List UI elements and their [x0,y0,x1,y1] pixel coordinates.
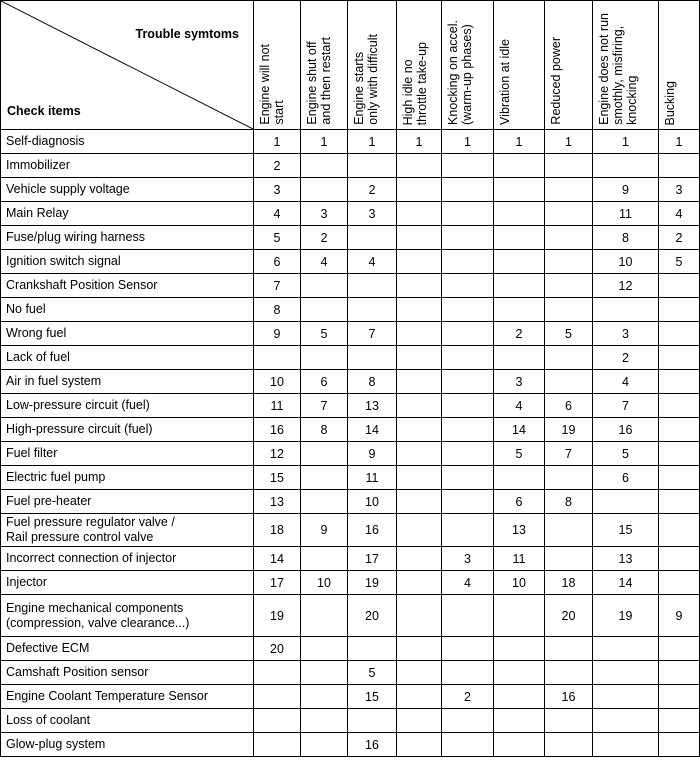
priority-cell [301,595,348,637]
priority-cell: 1 [494,130,545,154]
priority-cell [545,547,593,571]
priority-cell [442,442,494,466]
priority-cell [659,298,700,322]
table-row [1,466,700,490]
priority-cell [301,637,348,661]
priority-cell [659,466,700,490]
column-header: Bucking [659,1,700,130]
priority-cell: 7 [545,442,593,466]
priority-cell [301,178,348,202]
priority-cell: 5 [348,661,397,685]
priority-cell [494,250,545,274]
priority-cell: 7 [301,394,348,418]
priority-cell [545,637,593,661]
priority-cell: 16 [348,733,397,757]
priority-cell [397,298,442,322]
priority-cell [593,154,659,178]
priority-cell [301,547,348,571]
priority-cell [397,709,442,733]
check-item-cell: Fuel filter [1,442,254,466]
priority-cell [494,685,545,709]
table-row [1,547,700,571]
priority-cell [659,274,700,298]
priority-cell [442,733,494,757]
check-item-cell: Engine mechanical components (compression, valve clearance...) [1,595,254,637]
priority-cell [494,595,545,637]
priority-cell [494,637,545,661]
priority-cell [442,346,494,370]
priority-cell [659,322,700,346]
check-item-cell: Crankshaft Position Sensor [1,274,254,298]
priority-cell: 6 [254,250,301,274]
table-row [1,178,700,202]
priority-cell [397,346,442,370]
priority-cell [545,250,593,274]
priority-cell: 16 [593,418,659,442]
priority-cell [659,709,700,733]
priority-cell [254,661,301,685]
priority-cell: 4 [254,202,301,226]
priority-cell: 7 [348,322,397,346]
table-row [1,571,700,595]
check-item-cell: Fuel pressure regulator valve / Rail pressure control valve [1,514,254,547]
priority-cell [442,178,494,202]
priority-cell [397,370,442,394]
priority-cell [545,274,593,298]
priority-cell: 17 [254,571,301,595]
priority-cell [442,466,494,490]
priority-cell [442,154,494,178]
priority-cell [545,226,593,250]
priority-cell: 9 [348,442,397,466]
priority-cell [442,394,494,418]
priority-cell [494,733,545,757]
check-item-cell: Glow-plug system [1,733,254,757]
priority-cell [659,490,700,514]
priority-cell: 7 [254,274,301,298]
priority-cell [593,685,659,709]
priority-cell: 8 [301,418,348,442]
priority-cell: 5 [659,250,700,274]
priority-cell: 11 [348,466,397,490]
priority-cell [545,298,593,322]
priority-cell: 1 [593,130,659,154]
priority-cell [494,226,545,250]
priority-cell [301,154,348,178]
priority-cell: 19 [593,595,659,637]
priority-cell: 3 [593,322,659,346]
priority-cell [494,466,545,490]
priority-cell [545,733,593,757]
check-item-cell: Camshaft Position sensor [1,661,254,685]
priority-cell: 10 [348,490,397,514]
table-row [1,274,700,298]
priority-cell: 11 [593,202,659,226]
priority-cell: 4 [442,571,494,595]
priority-cell [397,322,442,346]
priority-cell: 16 [545,685,593,709]
priority-cell [348,346,397,370]
priority-cell [545,154,593,178]
priority-cell [348,637,397,661]
priority-cell [545,346,593,370]
priority-cell: 18 [545,571,593,595]
priority-cell [301,490,348,514]
priority-cell [494,709,545,733]
check-item-cell: Lack of fuel [1,346,254,370]
priority-cell: 6 [545,394,593,418]
priority-cell [254,685,301,709]
priority-cell: 17 [348,547,397,571]
check-item-cell: Low-pressure circuit (fuel) [1,394,254,418]
priority-cell: 2 [348,178,397,202]
table-row [1,250,700,274]
priority-cell [397,514,442,547]
table-row [1,595,700,637]
check-items-label: Check items [7,104,81,118]
priority-cell [593,298,659,322]
priority-cell: 1 [397,130,442,154]
priority-cell [254,709,301,733]
priority-cell: 3 [348,202,397,226]
priority-cell [659,514,700,547]
priority-cell: 8 [593,226,659,250]
priority-cell [397,595,442,637]
priority-cell: 3 [254,178,301,202]
table-row [1,709,700,733]
priority-cell [593,490,659,514]
priority-cell [545,466,593,490]
priority-cell [593,733,659,757]
priority-cell: 3 [659,178,700,202]
check-item-cell: Loss of coolant [1,709,254,733]
priority-cell: 19 [254,595,301,637]
check-item-cell: Fuel pre-heater [1,490,254,514]
priority-cell [442,709,494,733]
corner-header-cell [1,1,254,130]
priority-cell [254,346,301,370]
priority-cell: 19 [545,418,593,442]
check-item-cell: Electric fuel pump [1,466,254,490]
priority-cell [397,418,442,442]
priority-cell [397,571,442,595]
priority-cell: 1 [348,130,397,154]
priority-cell [397,490,442,514]
priority-cell [593,637,659,661]
table-row [1,661,700,685]
priority-cell: 13 [593,547,659,571]
priority-cell [659,685,700,709]
priority-cell: 15 [348,685,397,709]
priority-cell [659,370,700,394]
priority-cell: 13 [254,490,301,514]
priority-cell [301,442,348,466]
priority-cell: 1 [545,130,593,154]
priority-cell [397,547,442,571]
check-item-cell: Vehicle supply voltage [1,178,254,202]
priority-cell: 9 [254,322,301,346]
priority-cell: 5 [593,442,659,466]
priority-cell [659,154,700,178]
check-item-cell: Ignition switch signal [1,250,254,274]
priority-cell [397,250,442,274]
column-header: Engine will not start [254,1,301,130]
table-row [1,490,700,514]
priority-cell: 5 [545,322,593,346]
priority-cell [442,274,494,298]
priority-cell [397,466,442,490]
priority-cell: 8 [254,298,301,322]
priority-cell: 9 [301,514,348,547]
priority-cell [442,514,494,547]
priority-cell [397,442,442,466]
priority-cell [397,394,442,418]
priority-cell: 4 [494,394,545,418]
priority-cell: 2 [593,346,659,370]
priority-cell: 1 [659,130,700,154]
priority-cell: 15 [593,514,659,547]
priority-cell [494,178,545,202]
priority-cell [301,346,348,370]
priority-cell: 14 [254,547,301,571]
priority-cell [301,709,348,733]
priority-cell [254,733,301,757]
priority-cell: 20 [545,595,593,637]
priority-cell: 10 [494,571,545,595]
priority-cell [301,661,348,685]
priority-cell [442,370,494,394]
check-item-cell: Wrong fuel [1,322,254,346]
priority-cell: 2 [659,226,700,250]
priority-cell: 9 [659,595,700,637]
priority-cell [442,202,494,226]
priority-cell: 11 [254,394,301,418]
priority-cell: 20 [348,595,397,637]
priority-cell [593,661,659,685]
priority-cell [659,346,700,370]
priority-cell: 5 [301,322,348,346]
column-header: Engine starts only with difficult [348,1,397,130]
priority-cell [659,733,700,757]
priority-cell [348,298,397,322]
priority-cell [301,685,348,709]
column-header: Engine does not run smothly, misfiring, knocking [593,1,659,130]
priority-cell: 1 [442,130,494,154]
table-row [1,394,700,418]
check-item-cell: Engine Coolant Temperature Sensor [1,685,254,709]
table-row [1,442,700,466]
priority-cell: 3 [442,547,494,571]
priority-cell [494,154,545,178]
priority-cell [442,637,494,661]
table-body [1,130,700,757]
priority-cell: 3 [494,370,545,394]
priority-cell [494,298,545,322]
priority-cell: 9 [593,178,659,202]
priority-cell: 5 [494,442,545,466]
priority-cell: 7 [593,394,659,418]
priority-cell: 3 [301,202,348,226]
priority-cell: 6 [494,490,545,514]
priority-cell: 4 [301,250,348,274]
priority-cell [301,733,348,757]
priority-cell [494,661,545,685]
priority-cell [659,418,700,442]
priority-cell: 2 [254,154,301,178]
priority-cell [442,661,494,685]
table-row [1,733,700,757]
priority-cell [494,346,545,370]
priority-cell [494,202,545,226]
table-row [1,637,700,661]
priority-cell: 2 [494,322,545,346]
table-row [1,346,700,370]
column-header: Reduced power [545,1,593,130]
priority-cell: 10 [301,571,348,595]
priority-cell [659,394,700,418]
priority-cell [442,490,494,514]
table-row [1,322,700,346]
priority-cell [348,274,397,298]
priority-cell [545,370,593,394]
priority-cell [442,226,494,250]
priority-cell [659,661,700,685]
check-item-cell: Fuse/plug wiring harness [1,226,254,250]
priority-cell [545,202,593,226]
priority-cell [659,571,700,595]
priority-cell: 16 [348,514,397,547]
priority-cell [301,466,348,490]
check-item-cell: Injector [1,571,254,595]
priority-cell: 2 [442,685,494,709]
priority-cell [397,274,442,298]
priority-cell: 6 [593,466,659,490]
priority-cell: 2 [301,226,348,250]
priority-cell [301,274,348,298]
check-item-cell: Main Relay [1,202,254,226]
priority-cell [397,661,442,685]
check-item-cell: Self-diagnosis [1,130,254,154]
priority-cell [397,154,442,178]
priority-cell: 10 [254,370,301,394]
trouble-symptoms-label: Trouble symtoms [135,27,239,41]
priority-cell: 5 [254,226,301,250]
priority-cell: 6 [301,370,348,394]
table-row [1,685,700,709]
column-header: Knocking on accel. (warm-up phases) [442,1,494,130]
priority-cell [397,733,442,757]
priority-cell: 10 [593,250,659,274]
table-row [1,370,700,394]
priority-cell: 14 [348,418,397,442]
priority-cell: 18 [254,514,301,547]
table-row [1,418,700,442]
priority-cell: 16 [254,418,301,442]
priority-cell [659,442,700,466]
check-item-cell: No fuel [1,298,254,322]
priority-cell [545,661,593,685]
priority-cell: 19 [348,571,397,595]
priority-cell [442,298,494,322]
table-row [1,202,700,226]
column-header: Engine shut off and then restart [301,1,348,130]
priority-cell [348,709,397,733]
column-header: High idle no throttle take-up [397,1,442,130]
priority-cell [348,226,397,250]
table-row [1,154,700,178]
priority-cell: 14 [593,571,659,595]
table-header [1,1,700,130]
priority-cell [442,322,494,346]
check-item-cell: Air in fuel system [1,370,254,394]
priority-cell [545,514,593,547]
priority-cell: 4 [348,250,397,274]
priority-cell: 4 [593,370,659,394]
priority-cell: 8 [348,370,397,394]
priority-cell: 12 [593,274,659,298]
check-item-cell: Immobilizer [1,154,254,178]
priority-cell [545,709,593,733]
table-row [1,514,700,547]
priority-cell [442,250,494,274]
table-row [1,298,700,322]
priority-cell: 4 [659,202,700,226]
priority-cell [593,709,659,733]
table-row [1,226,700,250]
priority-cell [348,154,397,178]
priority-cell: 15 [254,466,301,490]
priority-cell: 1 [301,130,348,154]
priority-cell: 13 [348,394,397,418]
priority-cell [659,547,700,571]
priority-cell: 12 [254,442,301,466]
priority-cell [659,637,700,661]
priority-cell [442,418,494,442]
priority-cell [397,202,442,226]
table-row [1,130,700,154]
priority-cell [397,685,442,709]
priority-cell: 1 [254,130,301,154]
priority-cell [494,274,545,298]
check-item-cell: High-pressure circuit (fuel) [1,418,254,442]
priority-cell [397,226,442,250]
check-item-cell: Defective ECM [1,637,254,661]
priority-cell: 20 [254,637,301,661]
priority-cell: 11 [494,547,545,571]
priority-cell [442,595,494,637]
column-header: Vibration at idle [494,1,545,130]
check-item-cell: Incorrect connection of injector [1,547,254,571]
priority-cell [545,178,593,202]
priority-cell [397,637,442,661]
priority-cell [397,178,442,202]
priority-cell [301,298,348,322]
priority-cell: 8 [545,490,593,514]
priority-cell: 13 [494,514,545,547]
priority-cell: 14 [494,418,545,442]
